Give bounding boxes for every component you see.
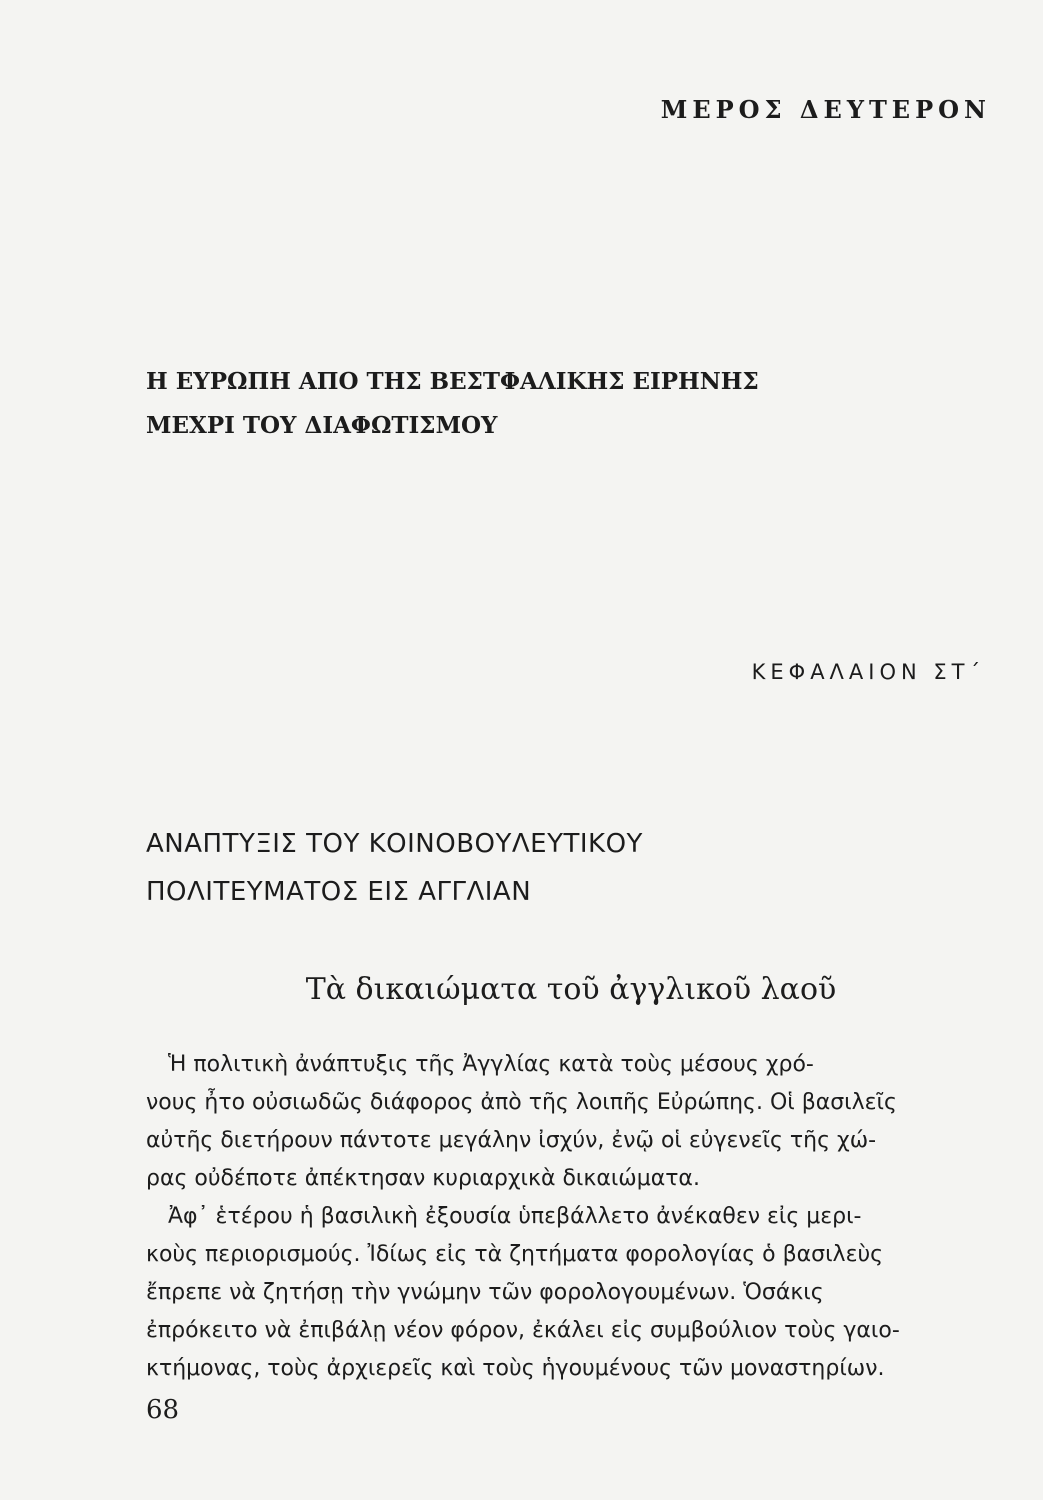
- body-line: ρας οὐδέποτε ἀπέκτησαν κυριαρχικὰ δικαιώματα.: [146, 1166, 700, 1191]
- body-line: ἔπρεπε νὰ ζητήσῃ τὴν γνώμην τῶν φορολογουμένων. Ὁσάκις: [146, 1280, 824, 1305]
- body-text: [146, 1046, 1012, 1388]
- chapter-title: [146, 820, 946, 916]
- page-number: 68: [146, 1395, 180, 1425]
- subsection-heading: Τὰ δικαιώματα τοῦ ἀγγλικοῦ λαοῦ: [305, 972, 837, 1007]
- body-line: Ἡ πολιτικὴ ἀνάπτυξις τῆς Ἀγγλίας κατὰ τοὺς μέσους χρό-: [168, 1052, 814, 1077]
- chapter-label: ΚΕΦΑΛΑΙΟΝ ΣΤ΄: [751, 660, 985, 684]
- section-title-line: ΜΕΧΡΙ ΤΟΥ ΔΙΑΦΩΤΙΣΜΟΥ: [146, 412, 498, 439]
- section-title-line: Η ΕΥΡΩΠΗ ΑΠΟ ΤΗΣ ΒΕΣΤΦΑΛΙΚΗΣ ΕΙΡΗΝΗΣ: [146, 368, 759, 395]
- body-line: ἐπρόκειτο νὰ ἐπιβάλῃ νέον φόρον, ἐκάλει εἰς συμβούλιον τοὺς γαιο-: [146, 1318, 900, 1343]
- body-line: Ἀφ᾽ ἑτέρου ἡ βασιλικὴ ἐξουσία ὑπεβάλλετο ἀνέκαθεν εἰς μερι-: [168, 1204, 862, 1229]
- body-line: νους ἦτο οὐσιωδῶς διάφορος ἀπὸ τῆς λοιπῆς Εὐρώπης. Οἱ βασιλεῖς: [146, 1090, 897, 1115]
- body-line: αὐτῆς διετήρουν πάντοτε μεγάλην ἰσχύν, ἐνῷ οἱ εὐγενεῖς τῆς χώ-: [146, 1128, 877, 1153]
- body-line: κτήμονας, τοὺς ἀρχιερεῖς καὶ τοὺς ἡγουμένους τῶν μοναστηρίων.: [146, 1356, 885, 1381]
- part-title: ΜΕΡΟΣ ΔΕΥΤΕΡΟΝ: [660, 95, 991, 124]
- body-line: κοὺς περιορισμούς. Ἰδίως εἰς τὰ ζητήματα φορολογίας ὁ βασιλεὺς: [146, 1242, 884, 1267]
- section-title: [146, 360, 906, 448]
- chapter-title-line: ΑΝΑΠΤΥΞΙΣ ΤΟΥ ΚΟΙΝΟΒΟΥΛΕΥΤΙΚΟΥ: [146, 829, 643, 859]
- chapter-title-line: ΠΟΛΙΤΕΥΜΑΤΟΣ ΕΙΣ ΑΓΓΛΙΑΝ: [146, 877, 532, 907]
